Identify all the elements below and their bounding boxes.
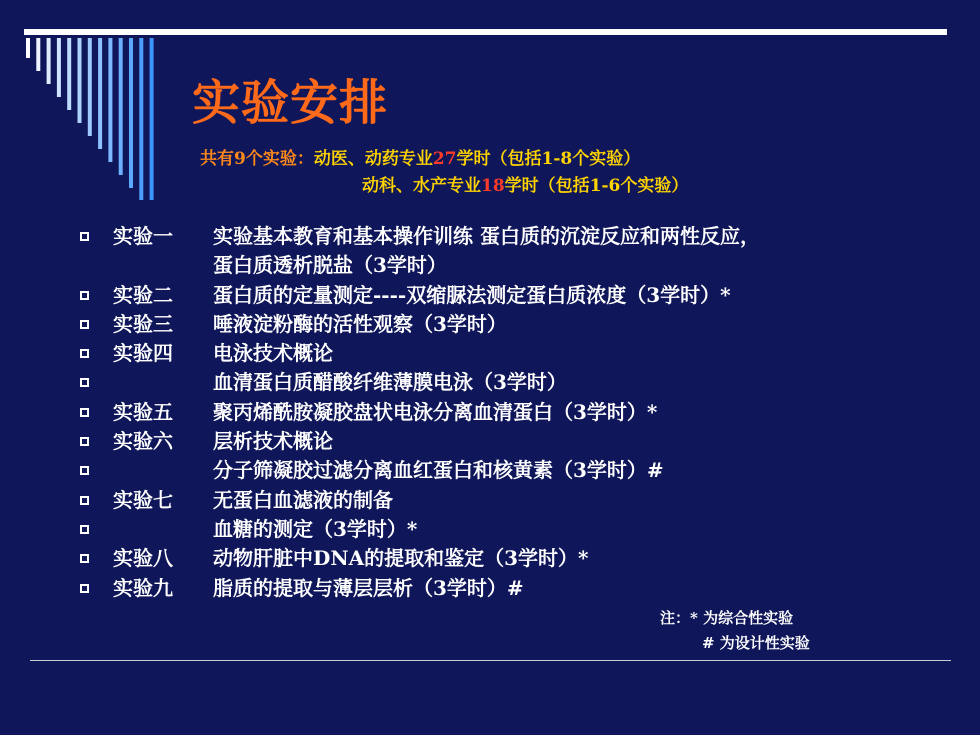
- summary-line2-scope: 学时（包括1-6个实验）: [504, 176, 689, 196]
- square-bullet-icon: [80, 496, 89, 505]
- summary-line-2: [200, 173, 688, 200]
- decorative-stripe: [108, 38, 112, 162]
- experiment-description: 层析技术概论: [213, 429, 333, 454]
- square-bullet-icon: [80, 349, 89, 358]
- bottom-rule: [30, 660, 951, 661]
- experiment-description: 血清蛋白质醋酸纤维薄膜电泳（3学时）: [213, 370, 567, 395]
- summary-line2-hours: 18: [481, 176, 505, 196]
- experiment-label: 实验四: [113, 341, 173, 366]
- decorative-stripe: [88, 38, 92, 136]
- square-bullet-icon: [80, 291, 89, 300]
- summary-line1-scope: 学时（包括1-8个实验）: [456, 149, 641, 169]
- summary-line-1: [200, 146, 688, 173]
- decorative-stripe: [78, 38, 82, 123]
- decorative-stripe: [119, 38, 123, 175]
- square-bullet-icon: [80, 584, 89, 593]
- experiment-label: 实验三: [113, 311, 173, 336]
- decorative-stripe: [98, 38, 102, 149]
- experiment-label: 实验六: [113, 429, 173, 454]
- square-bullet-icon: [80, 554, 89, 563]
- decorative-stripe: [139, 38, 143, 200]
- experiment-label: 实验五: [113, 399, 173, 424]
- footnotes: [660, 606, 810, 656]
- decorative-stripe: [150, 38, 154, 200]
- experiment-label: 实验一: [113, 224, 173, 248]
- square-bullet-icon: [80, 320, 89, 329]
- experiment-description: 聚丙烯酰胺凝胶盘状电泳分离血清蛋白（3学时）*: [213, 399, 658, 424]
- decorative-stripe: [36, 38, 40, 71]
- experiment-label: 实验九: [113, 575, 173, 600]
- decorative-stripe: [47, 38, 51, 84]
- decorative-stripe: [67, 38, 71, 110]
- square-bullet-icon: [80, 232, 89, 241]
- page-title: 实验安排: [192, 75, 389, 131]
- experiment-description: 无蛋白血滤液的制备: [213, 487, 393, 512]
- experiment-description: 脂质的提取与薄层层析（3学时）#: [213, 575, 524, 600]
- summary-lead: 共有9个实验：: [200, 149, 314, 169]
- summary-line2-major: 动科、水产专业: [362, 176, 481, 196]
- decorative-stripe: [57, 38, 61, 97]
- square-bullet-icon: [80, 466, 89, 475]
- experiment-description: 蛋白质透析脱盐（3学时）: [213, 253, 447, 278]
- decorative-stripe: [129, 38, 133, 188]
- decorative-stripes: [0, 0, 170, 200]
- experiment-description: 动物肝脏中DNA的提取和鉴定（3学时）*: [213, 546, 589, 571]
- summary-line1-hours: 27: [432, 149, 457, 169]
- experiment-description: 分子筛凝胶过滤分离血红蛋白和核黄素（3学时）#: [213, 458, 664, 483]
- footnote-comprehensive: 注：* 为综合性实验: [660, 609, 794, 627]
- footnote-design: # 为设计性实验: [702, 634, 810, 652]
- experiment-label: 实验二: [113, 282, 173, 307]
- experiment-summary: [200, 146, 688, 200]
- experiment-description: 电泳技术概论: [213, 341, 333, 366]
- square-bullet-icon: [80, 437, 89, 446]
- experiment-description: 蛋白质的定量测定----双缩脲法测定蛋白质浓度（3学时）*: [213, 282, 731, 307]
- summary-line1-major: 动医、动药专业: [313, 149, 433, 169]
- square-bullet-icon: [80, 408, 89, 417]
- square-bullet-icon: [80, 378, 89, 387]
- experiment-description: 唾液淀粉酶的活性观察（3学时）: [213, 311, 507, 336]
- decorative-stripe: [26, 38, 30, 58]
- experiment-description: 实验基本教育和基本操作训练 蛋白质的沉淀反应和两性反应，: [213, 224, 760, 248]
- square-bullet-icon: [80, 525, 89, 534]
- experiment-label: 实验七: [113, 487, 173, 512]
- experiment-description: 血糖的测定（3学时）*: [213, 516, 418, 541]
- experiment-label: 实验八: [113, 546, 173, 571]
